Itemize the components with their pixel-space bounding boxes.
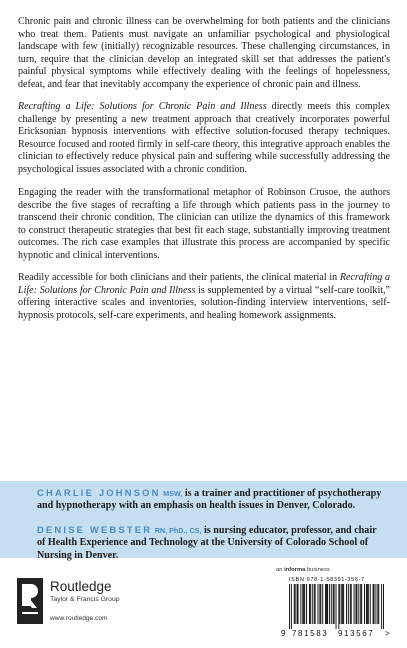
paragraph-4: Readily accessible for both clinicians and their patients, the clinical material in Recrafting a Life: Solutions for Chronic Pain and Illness is supplemented by a virtual “self-care toolkit,” offering interactive scales and inventories, solution-finding interview interventions, self-hypnosis protocols, self-care experiments, and healing homework assignments. bbox=[18, 272, 390, 321]
barcode-bar bbox=[334, 584, 335, 624]
author-bio-text: is nursing educator, professor, and chair of Health Experience and Technology at the University of Colorado School of Nursing in Denver. bbox=[37, 525, 377, 561]
barcode-bar bbox=[354, 584, 355, 624]
author-bio bbox=[37, 524, 382, 562]
barcode-bar bbox=[350, 584, 351, 624]
informa-business-note: an informa business bbox=[276, 567, 330, 573]
barcode-bar bbox=[351, 584, 352, 624]
barcode-bar bbox=[310, 584, 311, 624]
barcode-bar bbox=[367, 584, 368, 624]
barcode-bar bbox=[348, 584, 349, 624]
publisher-logo bbox=[17, 578, 157, 628]
isbn-label: ISBN 978-1-58391-356-7 bbox=[289, 577, 365, 583]
description bbox=[18, 16, 390, 332]
barcode-bar bbox=[366, 584, 367, 624]
publisher-url: www.routledge.com bbox=[50, 615, 108, 622]
barcode-bar bbox=[289, 584, 290, 629]
barcode-bar bbox=[383, 584, 384, 629]
barcode-bar bbox=[312, 584, 313, 624]
paragraph-3: Engaging the reader with the transformational metaphor of Robinson Crusoe, the authors describe the five stages of recrafting a life through which patients pass in the journey to transcend their chronic condition. The clinician can utilize the dynamics of this framework to construct therapeutic strategies that best fit each stage, substantially improving treatment outcomes. The rich case examples that illustrate this process are accompanied by specific hypnotic and clinical interventions. bbox=[18, 187, 390, 261]
barcode-bar bbox=[378, 584, 379, 624]
barcode-bar bbox=[302, 584, 303, 624]
barcode-bar bbox=[295, 584, 296, 624]
barcode-bar bbox=[361, 584, 362, 624]
barcode-bar bbox=[360, 584, 361, 624]
author-name: DENISE WEBSTER bbox=[37, 524, 153, 535]
barcode-bar bbox=[338, 584, 339, 629]
barcode-bar bbox=[298, 584, 299, 624]
paragraph-2: Recrafting a Life: Solutions for Chronic Pain and Illness directly meets this complex challenge by presenting a new treatment approach that creatively incorporates powerful Ericksonian hypnosis interventions with effective solution-focused therapy techniques. Resource focused and rooted firmly in self-care theory, this integrative approach enables the clinician to effectively reduce physical pain and suffering while successfully addressing the psychological issues associated with a chronic condition. bbox=[18, 101, 391, 175]
barcode-bar bbox=[341, 584, 342, 624]
barcode-bar bbox=[303, 584, 304, 624]
barcode-bar bbox=[304, 584, 305, 624]
author-bio-band bbox=[0, 481, 407, 561]
author-bio-text: is a trainer and practitioner of psychotherapy and hypnotherapy with an emphasis on health issues in Denver, Colorado. bbox=[37, 488, 382, 512]
author-name: CHARLIE JOHNSON bbox=[37, 487, 161, 498]
barcode-bar bbox=[325, 584, 326, 624]
barcode-bar bbox=[315, 584, 316, 624]
barcode-bar bbox=[331, 584, 332, 624]
barcode-bar bbox=[358, 584, 359, 624]
barcode-bar bbox=[320, 584, 321, 624]
publisher-tagline: Taylor & Francis Group bbox=[50, 596, 120, 603]
barcode-bar bbox=[327, 584, 328, 624]
barcode-bar bbox=[314, 584, 315, 624]
barcode-bar bbox=[356, 584, 357, 624]
barcode-bar bbox=[329, 584, 330, 624]
author-bio bbox=[37, 487, 382, 513]
barcode-bar bbox=[300, 584, 301, 624]
book-title: Recrafting a Life: Solutions for Chronic Pain and Illness bbox=[18, 272, 390, 296]
barcode-bar bbox=[306, 584, 307, 624]
barcode-bar bbox=[356, 584, 357, 624]
routledge-mark-icon bbox=[17, 578, 43, 624]
barcode-bar bbox=[291, 584, 292, 629]
barcode-bar bbox=[368, 584, 369, 624]
barcode-bar bbox=[333, 584, 334, 624]
barcode-bar bbox=[373, 584, 374, 624]
barcode-bar bbox=[326, 584, 327, 624]
author-credentials: MSW, bbox=[163, 489, 183, 498]
barcode-bar bbox=[297, 584, 298, 624]
barcode-bar bbox=[336, 584, 337, 629]
barcode-bar bbox=[364, 584, 365, 624]
barcode-bar bbox=[381, 584, 382, 629]
publisher-name: Routledge bbox=[50, 579, 112, 594]
book-title: Recrafting a Life: Solutions for Chronic Pain and Illness bbox=[18, 101, 267, 112]
barcode-bar bbox=[342, 584, 343, 624]
barcode-bar bbox=[377, 584, 378, 624]
barcode-bar bbox=[322, 584, 323, 624]
barcode-bar bbox=[346, 584, 347, 624]
barcode-bar bbox=[309, 584, 310, 624]
barcode-bar bbox=[375, 584, 376, 624]
paragraph-1: Chronic pain and chronic illness can be overwhelming for both patients and the clinicians who treat them. Patients must navigate an unfamiliar psychological and physiological landscape with few (initially) recognizable resources. These challenging circumstances, in turn, require that the clinician develop an integrated skill set that addresses the patient's painful physical symptoms while effectively dealing with the feelings of hopelessness, defeat, and fear that inevitably accompany the experience of chronic pain and illness. bbox=[18, 16, 390, 90]
barcode-bar bbox=[374, 584, 375, 624]
isbn-barcode: ISBN 978-1-58391-356-7 9 781583 913567 > bbox=[281, 577, 390, 638]
barcode-bars bbox=[279, 584, 391, 629]
barcode-bar bbox=[339, 584, 340, 624]
author-credentials: RN, PhD., CS, bbox=[154, 526, 202, 535]
barcode-bar bbox=[319, 584, 320, 624]
barcode-bar bbox=[343, 584, 344, 624]
barcode-bar bbox=[294, 584, 295, 624]
barcode-bar bbox=[318, 584, 319, 624]
barcode-bar bbox=[370, 584, 371, 624]
